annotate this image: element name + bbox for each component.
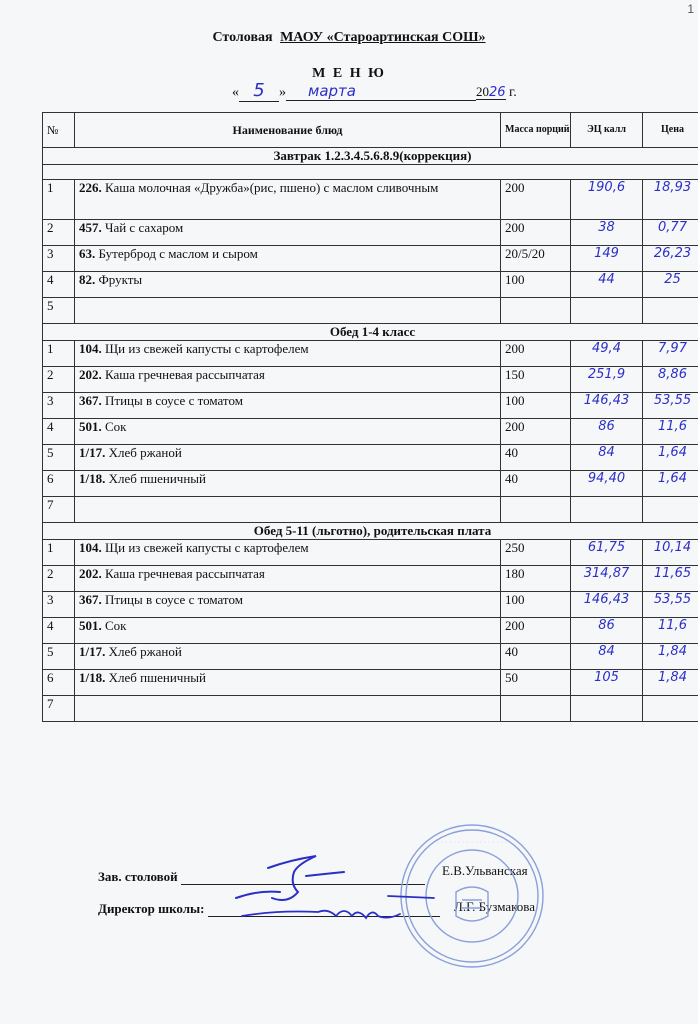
table-row [43,497,698,523]
dish-name-cell [75,246,501,272]
dish-code: 501. [79,618,102,633]
portion-mass: 20/5/20 [501,246,571,272]
canteen-head-name: Е.В.Ульванская [442,863,528,878]
price-value: 1,84 [643,644,698,670]
dish-name-cell [75,419,501,445]
svg-text:· · · · · · · · · · · · · · ·: · · · · · · · · · · · · · · · · · [436,839,508,846]
dish-name: Каша гречневая рассыпчатая [105,566,265,581]
row-number: 5 [43,445,75,471]
table-row [43,246,698,272]
row-number: 4 [43,618,75,644]
dish-name-cell [75,471,501,497]
table-row [43,419,698,445]
column-header-kcal: ЭЦ калл [571,113,643,148]
dish-code: 82. [79,272,96,287]
table-row [43,696,698,722]
date-year-hand: 26 [489,85,506,100]
energy-value: 314,87 [571,566,643,592]
dish-name-cell [75,696,501,722]
dish-code: 104. [79,341,102,356]
row-number: 1 [43,180,75,220]
table-row [43,644,698,670]
dish-name: Каша молочная «Дружба»(рис, пшено) с маслом сливочным [105,180,439,195]
dish-name: Бутерброд с маслом и сыром [98,246,258,261]
energy-value: 94,40 [571,471,643,497]
row-number: 1 [43,341,75,367]
section-title: Обед 1-4 класс [43,324,698,341]
dish-code: 202. [79,367,102,382]
price-value: 11,6 [643,618,698,644]
portion-mass: 200 [501,618,571,644]
column-header-number: № [43,113,75,148]
price-value [643,298,698,324]
org-prefix: Столовая [212,30,273,45]
portion-mass: 100 [501,272,571,298]
date-day: 5 [239,80,279,102]
portion-mass [501,497,571,523]
section-header-row [43,148,698,165]
table-row [43,618,698,644]
portion-mass: 250 [501,540,571,566]
column-header-mass: Масса порций [501,113,571,148]
dish-name: Чай с сахаром [105,220,184,235]
portion-mass: 50 [501,670,571,696]
date-year-print: 20 [476,84,489,99]
portion-mass: 100 [501,592,571,618]
row-number: 7 [43,696,75,722]
table-row [43,393,698,419]
director-label: Директор школы: [98,901,205,916]
row-number: 2 [43,220,75,246]
menu-table [42,112,698,722]
dish-name: Сок [105,618,127,633]
dish-name: Птицы в соусе с томатом [105,393,243,408]
dish-name: Сок [105,419,127,434]
date-line [232,80,517,102]
table-row [43,272,698,298]
dish-name-cell [75,592,501,618]
table-row [43,592,698,618]
dish-code: 1/17. [79,445,106,460]
portion-mass: 180 [501,566,571,592]
dish-name: Хлеб ржаной [108,445,182,460]
energy-value: 190,6 [571,180,643,220]
portion-mass [501,696,571,722]
price-value: 11,65 [643,566,698,592]
energy-value [571,696,643,722]
table-row [43,445,698,471]
dish-name-cell [75,540,501,566]
canteen-label: Зав. столовой [98,869,178,884]
price-value: 53,55 [643,393,698,419]
dish-name-cell [75,445,501,471]
dish-name: Хлеб пшеничный [108,670,206,685]
dish-code: 1/18. [79,670,106,685]
energy-value: 146,43 [571,592,643,618]
dish-name-cell [75,670,501,696]
row-number: 3 [43,246,75,272]
dish-name: Каша гречневая рассыпчатая [105,367,265,382]
portion-mass: 200 [501,180,571,220]
energy-value: 84 [571,445,643,471]
energy-value: 146,43 [571,393,643,419]
energy-value: 84 [571,644,643,670]
table-header-row [43,113,698,148]
date-open-quote: « [232,85,239,100]
director-handwritten-signature [238,890,448,930]
energy-value: 86 [571,618,643,644]
row-number: 7 [43,497,75,523]
table-row [43,180,698,220]
date-close-quote: » [279,85,286,100]
dish-code: 1/18. [79,471,106,486]
dish-code: 226. [79,180,102,195]
energy-value: 105 [571,670,643,696]
portion-mass: 40 [501,445,571,471]
director-name: Л.Г. Бузмакова [454,899,536,914]
date-month: марта [286,82,476,101]
dish-name: Щи из свежей капусты с картофелем [105,540,309,555]
section-header-row [43,523,698,540]
price-value: 10,14 [643,540,698,566]
price-value: 18,93 [643,180,698,220]
dish-name: Хлеб ржаной [108,644,182,659]
row-number: 5 [43,644,75,670]
price-value: 0,77 [643,220,698,246]
row-number: 6 [43,670,75,696]
price-value: 8,86 [643,367,698,393]
row-number: 4 [43,419,75,445]
portion-mass: 100 [501,393,571,419]
energy-value [571,298,643,324]
table-row [43,298,698,324]
table-row [43,566,698,592]
price-value: 1,64 [643,471,698,497]
portion-mass [501,298,571,324]
table-row [43,471,698,497]
price-value: 11,6 [643,419,698,445]
dish-name-cell [75,220,501,246]
energy-value: 44 [571,272,643,298]
energy-value: 38 [571,220,643,246]
row-number: 4 [43,272,75,298]
organization-heading [0,30,698,46]
price-value: 7,97 [643,341,698,367]
dish-code: 202. [79,566,102,581]
section-title: Завтрак 1.2.3.4.5.6.8.9(коррекция) [43,148,698,165]
portion-mass: 200 [501,419,571,445]
dish-name-cell [75,618,501,644]
column-header-name: Наименование блюд [75,113,501,148]
spacer-cell [43,165,698,180]
page-number: 1 [687,2,694,16]
dish-name-cell [75,298,501,324]
dish-name: Фрукты [98,272,143,287]
org-name: МАОУ «Староартинская СОШ» [280,30,486,45]
date-suffix: г. [509,85,517,100]
dish-code: 367. [79,393,102,408]
row-number: 2 [43,566,75,592]
energy-value: 49,4 [571,341,643,367]
dish-name-cell [75,180,501,220]
price-value [643,696,698,722]
table-row [43,540,698,566]
menu-table-body [43,148,698,722]
energy-value [571,497,643,523]
dish-code: 63. [79,246,96,261]
dish-code: 1/17. [79,644,106,659]
section-header-row [43,324,698,341]
column-header-price: Цена [643,113,698,148]
price-value: 25 [643,272,698,298]
energy-value: 86 [571,419,643,445]
dish-code: 367. [79,592,102,607]
row-number: 2 [43,367,75,393]
section-title: Обед 5-11 (льготно), родительская плата [43,523,698,540]
table-row [43,341,698,367]
price-value: 53,55 [643,592,698,618]
table-row [43,670,698,696]
dish-name: Хлеб пшеничный [108,471,206,486]
dish-name-cell [75,272,501,298]
dish-code: 457. [79,220,102,235]
dish-code: 104. [79,540,102,555]
table-row [43,367,698,393]
row-number: 1 [43,540,75,566]
dish-name-cell [75,367,501,393]
portion-mass: 40 [501,471,571,497]
price-value: 1,64 [643,445,698,471]
price-value: 1,84 [643,670,698,696]
dish-name-cell [75,497,501,523]
row-number: 5 [43,298,75,324]
row-number: 6 [43,471,75,497]
portion-mass: 150 [501,367,571,393]
dish-code: 501. [79,419,102,434]
portion-mass: 40 [501,644,571,670]
row-number: 3 [43,592,75,618]
dish-name: Птицы в соусе с томатом [105,592,243,607]
energy-value: 61,75 [571,540,643,566]
portion-mass: 200 [501,341,571,367]
dish-name-cell [75,341,501,367]
table-row [43,220,698,246]
dish-name-cell [75,566,501,592]
price-value: 26,23 [643,246,698,272]
energy-value: 251,9 [571,367,643,393]
energy-value: 149 [571,246,643,272]
price-value [643,497,698,523]
document-title: М Е Н Ю [312,66,386,81]
portion-mass: 200 [501,220,571,246]
spacer-row [43,165,698,180]
dish-name: Щи из свежей капусты с картофелем [105,341,309,356]
dish-name-cell [75,393,501,419]
dish-name-cell [75,644,501,670]
row-number: 3 [43,393,75,419]
